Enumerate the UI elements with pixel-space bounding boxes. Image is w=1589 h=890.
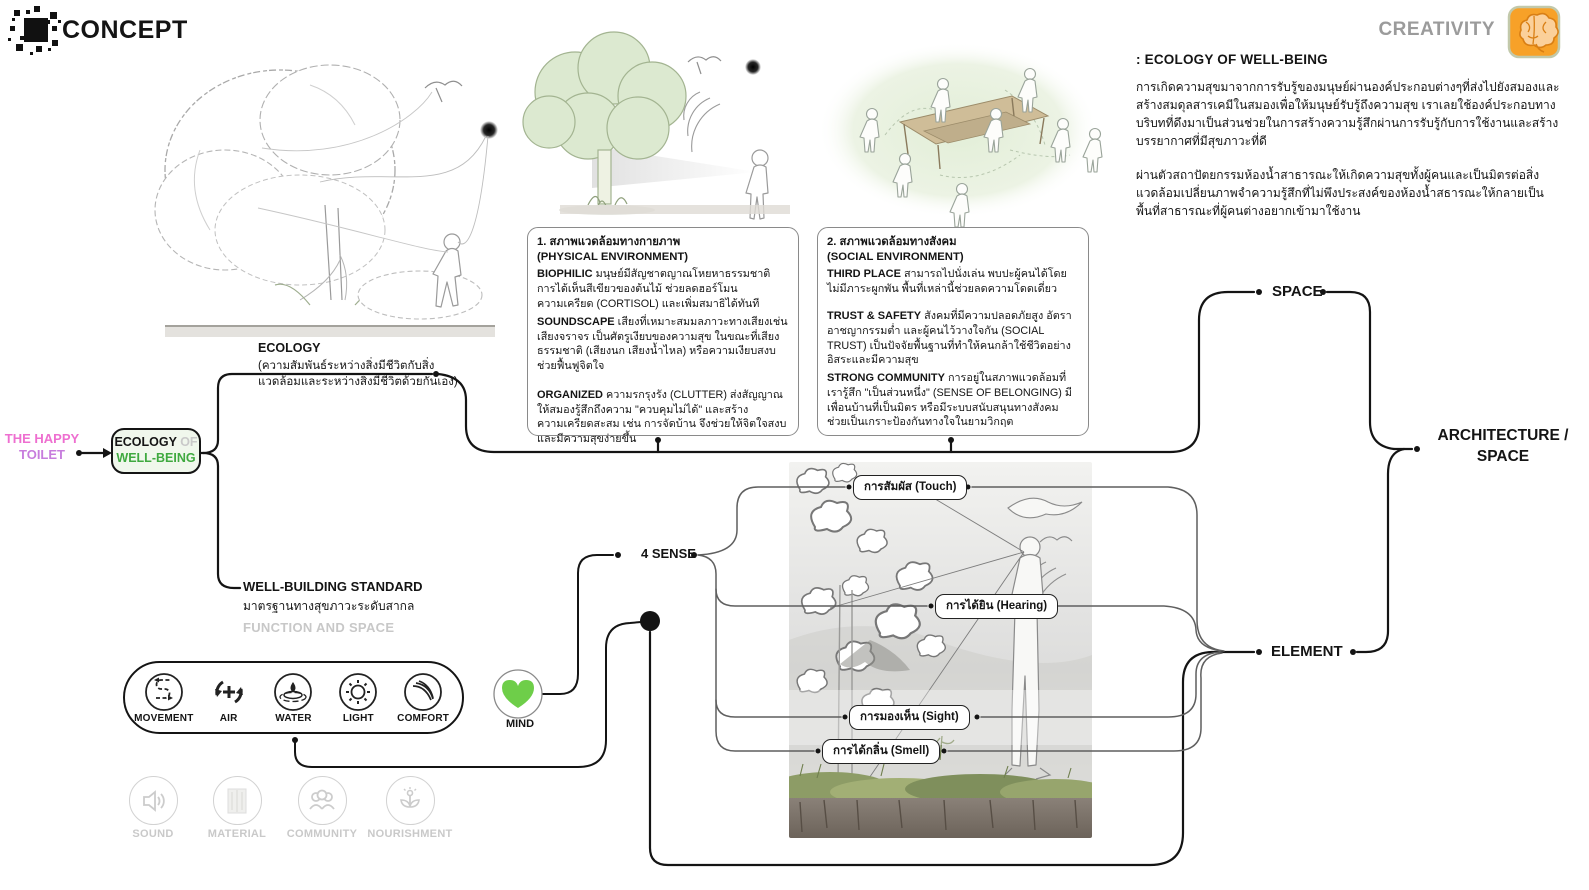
social-environment-box <box>817 227 1089 436</box>
box1-title-th: 1. สภาพแวดล้อมทางกายภาพ <box>537 236 681 248</box>
well-icon-light: LIGHT <box>326 672 390 724</box>
well-icon-comfort: COMFORT <box>391 672 455 724</box>
physical-environment-box <box>527 227 799 445</box>
node-word-wellbeing: WELL-BEING <box>116 451 196 465</box>
sun-dot <box>480 121 498 139</box>
wellbuilding-subtitle: มาตรฐานทางสุขภาวะระดับสากล <box>243 599 415 613</box>
well-standard-pill <box>123 661 464 734</box>
wellbuilding-title: WELL-BUILDING STANDARD <box>243 579 423 594</box>
box2-item-trust: TRUST & SAFETY สังคมที่มีความปลอดภัยสูง อัตราอาชญากรรมต่ำ และผู้คนไว้วางใจกัน (SOCIAL TRUST) เป็นปัจจัยพื้นฐานที่ทำให้คนกล้าใช้ชีวิตอย่างอิสระและมีความสุข <box>827 309 1072 367</box>
panel-heading: : ECOLOGY OF WELL-BEING <box>1136 52 1328 67</box>
function-and-space-label: FUNCTION AND SPACE <box>243 620 395 635</box>
junction-node <box>640 611 660 631</box>
panel-paragraph-2: ผ่านตัวสถาปัตยกรรมห้องน้ำสาธารณะให้เกิดความสุขทั้งผู้คนและเป็นมิตรต่อสิ่งแวดล้อมเปลี่ยนภาพจำความรู้สึกที่ไม่พึงประสงค์ของห้องน้ำสธารณะให้กลายเป็นพื้นที่สาธารณะที่ผู้คนต่างอยากเข้ามาใช้งาน <box>1136 168 1544 219</box>
mind-item <box>492 668 548 730</box>
sense-chip-hearing[interactable]: การได้ยิน (Hearing) <box>935 594 1058 619</box>
box1-item-biophilic: BIOPHILIC มนุษย์มีสัญชาตญาณโหยหาธรรมชาติ การได้เห็นสีเขียวของต้นไม้ ช่วยลดฮอร์โมนความเครียด (CORTISOL) และเพิ่มสมาธิได้ทันที <box>537 268 771 310</box>
well-icon-movement: MOVEMENT <box>132 672 196 724</box>
sense-chip-touch[interactable]: การสัมผัส (Touch) <box>853 475 967 500</box>
sense-illustration <box>770 462 1110 838</box>
air-icon <box>209 672 249 712</box>
gray-icon-community: COMMUNITY <box>267 776 377 840</box>
well-icon-water: WATER <box>261 672 325 724</box>
page-title: CONCEPT <box>62 16 188 44</box>
sketch-tree-illustration <box>155 65 498 337</box>
social-scene-illustration <box>818 42 1102 227</box>
sense-chip-sight[interactable]: การมองเห็น (Sight) <box>849 705 970 730</box>
movement-icon <box>144 672 184 712</box>
well-icon-air: AIR <box>197 672 261 724</box>
node-word-of: OF <box>180 435 198 450</box>
ecology-description-panel <box>1136 50 1566 236</box>
project-title-line1: THE HAPPY <box>4 431 80 446</box>
box2-title-th: 2. สภาพแวดล้อมทางสังคม <box>827 236 957 248</box>
community-icon <box>306 785 338 817</box>
sense-chip-smell[interactable]: การได้กลิ่น (Smell) <box>822 739 940 764</box>
element-node[interactable]: ELEMENT <box>1271 643 1343 660</box>
material-icon <box>222 786 252 816</box>
ecology-branch-title: ECOLOGY <box>258 341 321 355</box>
ecology-of-wellbeing-node[interactable] <box>111 428 201 474</box>
sun-dot <box>745 59 761 75</box>
mind-label: MIND <box>505 718 535 730</box>
box1-item-organized: ORGANIZED ความรกรุงรัง (CLUTTER) ส่งสัญญาณให้สมองรู้สึกถึงความ "ควบคุมไม่ได้" และสร้างความเครียดสะสม เช่น การจัดบ้าน จึงช่วยให้จิตใจสงบและมีความสุขง่ายขึ้น <box>537 388 787 445</box>
concept-logo-icon <box>8 6 61 55</box>
architecture-space-node: ARCHITECTURE / SPACE <box>1437 427 1569 465</box>
light-icon <box>338 672 378 712</box>
ecology-branch-desc: (ความสัมพันธ์ระหว่างสิ่งมีชีวิตกับสิ่งแวดล้อมและระหว่างสิ่งมีชีวิตด้วยกันเอง) <box>258 360 458 389</box>
box2-item-thirdplace: THIRD PLACE สามารถไปนั่งเล่น พบปะผู้คนได้โดยไม่มีภาระผูกพัน พื้นที่เหล่านี้ช่วยลดความโดดเดี่ยว <box>827 268 1067 296</box>
project-title <box>2 431 82 462</box>
box2-item-community: STRONG COMMUNITY การอยู่ในสภาพแวดล้อมที่เรารู้สึก "เป็นส่วนหนึ่ง" (SENSE OF BELONGING) มีเพื่อนบ้านที่เป็นมิตร หรือมีระบบสนับสนุนทางสังคม ช่วยเป็นเกราะป้องกันทางใจในยามวิกฤต <box>827 371 1072 429</box>
gray-icon-material: MATERIAL <box>182 776 292 840</box>
box1-title-en: (PHYSICAL ENVIRONMENT) <box>537 250 689 263</box>
green-tree-illustration <box>523 32 790 219</box>
box1-item-soundscape: SOUNDSCAPE เสียงที่เหมาะสมมลภาวะทางเสียงเช่น เสียงจราจร เป็นศัตรูเงียบของความสุข ในขณะที่เสียงธรรมชาติ (เสียงนก เสียงน้ำไหล) หรือความเงียบสงบ ช่วยฟื้นฟูจิตใจ <box>537 315 788 372</box>
four-sense-label: 4 SENSE <box>641 546 696 561</box>
panel-paragraph-1: การเกิดความสุขมาจากการรับรู้ของมนุษย์ผ่านองค์ประกอบต่างๆที่ส่งไปยังสมองและสร้างสมดุลสารเคมีในสมองเพื่อให้มนุษย์รับรู้ถึงความสุข เราเลยใช้องค์ประกอบทางบริบทที่ดึงมาเป็นส่วนช่วยในการสร้างความรู้สึกผ่านการรับรู้กับการใช้งานและสร้างบรรยากาศที่มีสุขภาวะที่ดี <box>1136 80 1560 149</box>
space-node[interactable]: SPACE <box>1272 283 1323 300</box>
project-title-line2: TOILET <box>19 446 65 462</box>
water-icon <box>273 672 313 712</box>
sound-icon <box>138 786 168 816</box>
box2-title-en: (SOCIAL ENVIRONMENT) <box>827 250 964 263</box>
gray-icon-nourishment: NOURISHMENT <box>355 776 465 840</box>
creativity-label: CREATIVITY <box>1378 19 1495 40</box>
comfort-icon <box>403 672 443 712</box>
gray-icon-sound: SOUND <box>98 776 208 840</box>
nourishment-icon <box>394 785 426 817</box>
node-word-ecology: ECOLOGY <box>114 435 177 450</box>
